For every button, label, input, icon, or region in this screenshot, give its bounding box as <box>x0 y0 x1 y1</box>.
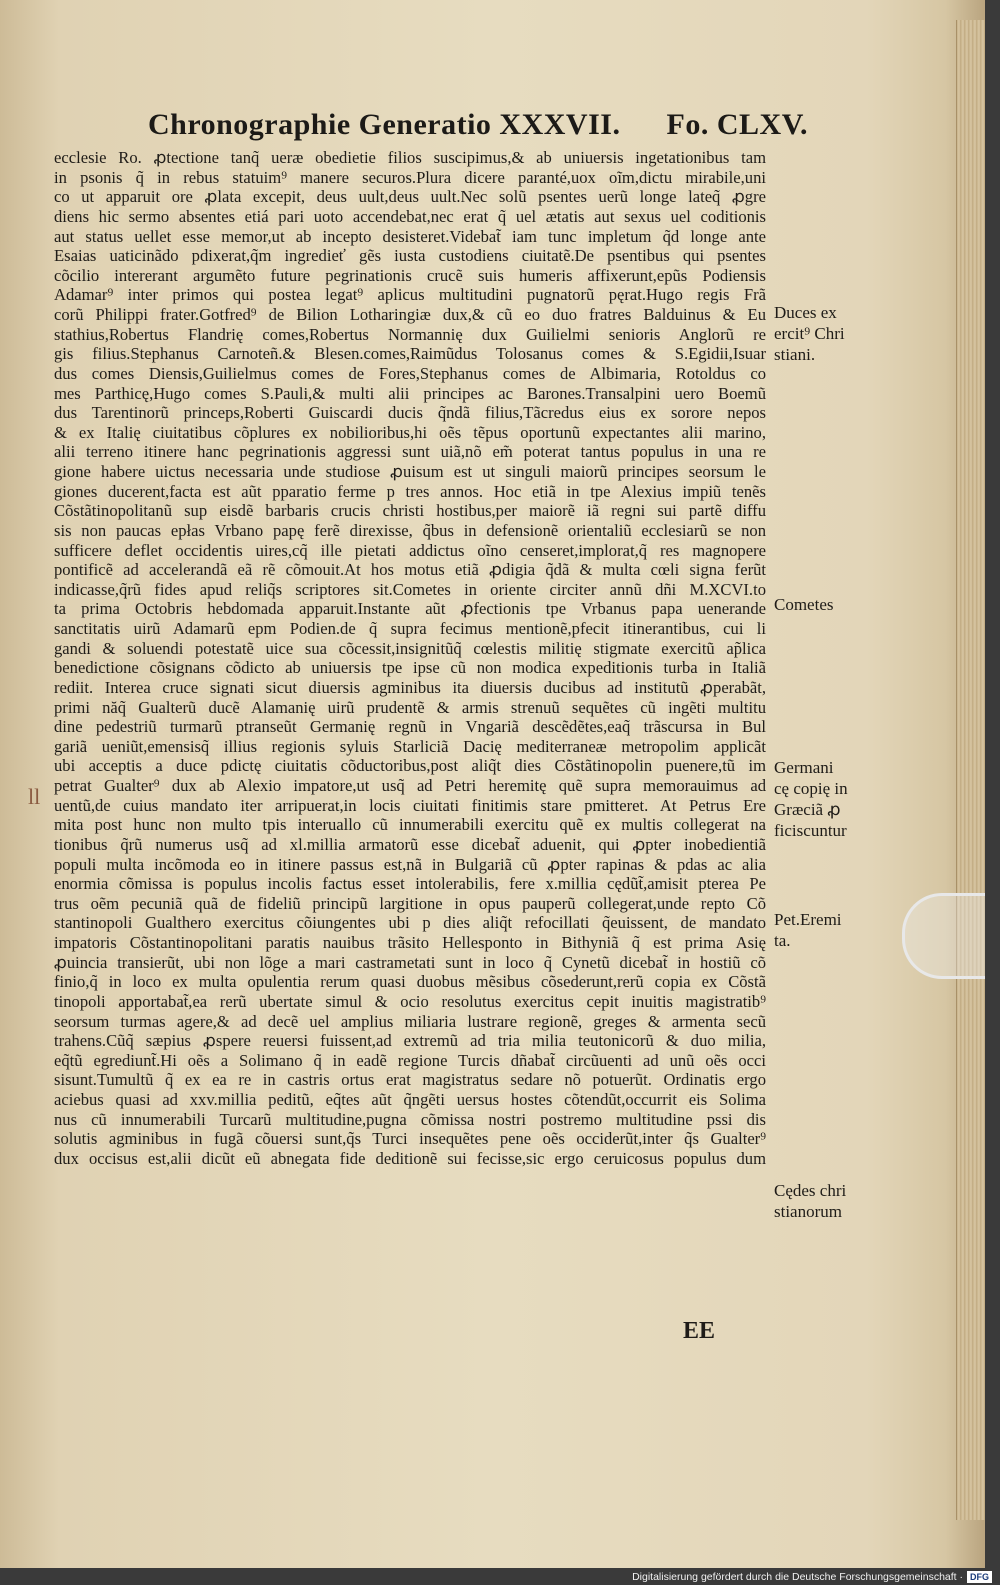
text-line: petrat Gualter⁹ dux ab Alexio impatore,ut usq̃ ad Petri heremitę quẽ supra memorauimus ad <box>54 776 766 795</box>
text-line: tionibus q̃rũ numerus usq̃ ad xl.millia armatorũ esse dicebat̃ aduenit, qui ꝓpter inobedientiã <box>54 834 766 854</box>
text-line: pontificẽ ad accelerandã eã rẽ cõmouit.At hos motus etiã ꝓdigia q̃dã & multa cœli signa ferũt <box>54 560 766 580</box>
text-line: trus oẽm pecuniã quã de fideliũ principũ largitione in opus pauperũ collegerat,unde repto Cõ <box>54 893 766 913</box>
catchword: EE <box>683 1318 716 1344</box>
note-line: cę copię in <box>774 779 848 798</box>
text-line: dine pedestriũ turmarũ ptranseũt Germanię regnũ in Vngariã descẽdẽtes,eaq̃ trãscursa in Bul <box>54 717 766 737</box>
footer-credit: Digitalisierung gefördert durch die Deutsche Forschungsgemeinschaft · <box>632 1570 963 1583</box>
text-line: trahens.Cũq̃ sæpius ꝓspere reuersi fuissent,ad extremũ ad tria milia teutonicorũ & duo milia, <box>54 1031 766 1051</box>
note-line: Græciã ꝓ <box>774 800 841 819</box>
text-line: diens hic sermo absentes etiá pari uoto accendebat,nec erat q̃ uel ætatis aut sexus uel coditionis <box>54 206 766 226</box>
text-line: ta prima Octobris hebdomada apparuit.Instante aũt ꝓfectionis tpe Vrbanus papa uenerande <box>54 599 766 619</box>
text-line: ꝓuincia transierũt, ubi non lõge a mari castrametati sunt in loco q̃ Cynetũ dicebat̃ in hostiũ cõ <box>54 952 766 972</box>
note-line: Cometes <box>774 595 834 614</box>
text-line: giones ducerent,facta est aũt pparatio ferme p tres annos. Hoc etiã in tpe Alexius impiũ tenẽs <box>54 481 766 501</box>
text-line: dus Tarentinorũ princeps,Roberti Guiscardi ducis q̃ndã filius,Tãcredus eius ex sorore nepos <box>54 403 766 423</box>
text-line: co ut apparuit ore ꝓlata excepit, deus uult,deus uult.Nec solũ psentes uerũ longe lateq̃ ꝓgre <box>54 187 766 207</box>
text-line: sis non paucas epłas Vrbano papę ferẽ direxisse, q̃bus in defensionẽ orientaliũ ecclesiarũ se non <box>54 520 766 540</box>
text-line: primi năq̃ Gualterũ ducẽ Alamanię uirũ prudentẽ & armis strenuũ sequẽtes cũ ingẽti multitu <box>54 697 766 717</box>
note-line: Germani <box>774 758 834 777</box>
folio-number: Fo. CLXV. <box>666 108 808 141</box>
marginal-note-cedes <box>774 1180 864 1222</box>
marginal-note-petrus <box>774 909 864 951</box>
main-text-block <box>54 148 766 1169</box>
note-line: ercit⁹ Chri <box>774 324 845 343</box>
text-line: & ex Italię ciuitatibus cõplures ex nobilioribus,hi oẽs tẽpus oportunũ expectantes alii marino, <box>54 422 766 442</box>
text-line: enormia cõmissa is populus incolis factus esset intolerabilis, fere x.millia cędũt̃,amisit pterea Pe <box>54 874 766 894</box>
page-edges <box>956 20 985 1520</box>
marginal-note-cometes <box>774 594 864 615</box>
note-line: Duces ex <box>774 303 837 322</box>
dfg-logo: DFG <box>967 1571 992 1583</box>
note-line: ficiscuntur <box>774 821 847 840</box>
text-line: ecclesie Ro. ꝓtectione tanq̃ ueræ obedietie filios suscipimus,& ab uniuersis ingetationibus tam <box>54 148 766 167</box>
text-line: sufficere deflet occidentis uires,cq̃ ille pietati addictus oĩno censeret,implorat,q̃ res magnopere <box>54 540 766 560</box>
marginal-note-germani <box>774 757 864 841</box>
paper-clip <box>902 893 985 979</box>
text-line: stathius,Robertus Flandrię comes,Robertus Normannię dux Guilielmi senioris Anglorũ re <box>54 324 766 344</box>
text-line: gis filius.Stephanus Carnoteñ.& Blesen.comes,Raimũdus Tolosanus comes & S.Egidii,Isuar <box>54 344 766 364</box>
text-line: benedictione cõsignans cõdicto ab uniuersis tpe ipse cũ non modica expeditionis turba in Italiã <box>54 658 766 678</box>
text-line: dus comes Diensis,Guilielmus comes de Fores,Stephanus comes de Albimaria, Rotoldus co <box>54 363 766 383</box>
note-line: ta. <box>774 931 791 950</box>
text-line: ubi acceptis a duce pdictę ciuitatis cõductoribus,post aliq̃t dies Cõstãtinopolin puenere,tũ im <box>54 756 766 776</box>
footer-bar <box>0 1568 1000 1585</box>
text-line: tinopoli apportabat̃,ea rerũ ubertate simul & ocio resolutus exercitus cepit inuitis magistratib⁹ <box>54 991 766 1011</box>
text-line: aciebus quasi ad xxv.millia peditũ, eq̃tes aũt q̃ngẽti uersus hostes cõtendũt,occurrit eis Solima <box>54 1090 766 1109</box>
text-line: dux occisus est,alii dicũt eũ abnegata fide deditionẽ sui fecisse,sic ergo ceruicosus populus dum <box>54 1148 766 1168</box>
note-line: Cędes chri <box>774 1181 847 1200</box>
text-line: aut status uellet esse memor,ut ab incepto desisteret.Videbat̃ iam tunc impletum q̃d longe ante <box>54 226 766 246</box>
text-line: Esaias uaticinãdo pdixerat,q̃m ingredieť gẽs iusta custodiens ciuitatẽ.De psentibus qui psentes <box>54 246 766 266</box>
text-line: alii terreno itinere hanc pegrinationis aggressi sunt uiã,nõ em̃ poterat tantus populus in una re <box>54 442 766 462</box>
text-line: populi multa incõmoda eo in itinere passus est,nã in Bulgariã cũ ꝓpter rapinas & pdas ac alia <box>54 854 766 874</box>
text-line: gandi & soluendi potestatẽ uice sua cõcessit,insignitũq̃ cœlestis militię stigmate exercitũ ap̃lica <box>54 638 766 658</box>
text-line: Cõstãtinopolitanũ sup eisdẽ barbaris crucis christi hostibus,per maiorẽ iã regni sui partẽ diffu <box>54 501 766 521</box>
text-line: nus cũ innumerabili Turcarũ multitudine,pugna cõmissa nostri postremo multitudine pssi dis <box>54 1109 766 1129</box>
text-line: Adamar⁹ inter primos qui postea legat⁹ aplicus multitudini pugnatorũ pęrat.Hugo regis Frã <box>54 285 766 305</box>
handwritten-mark: ll <box>28 784 41 809</box>
text-line: stantinopoli Gualthero exercitus cõiungentes ubi p dies aliq̃t refocillati q̃euissent, de mandato <box>54 913 766 933</box>
text-line: sanctitatis uirũ Adamarũ epm Podien.de q̃ supra fecimus mentionẽ,pfecit itinerantibus, cui li <box>54 619 766 638</box>
note-line: Pet.Eremi <box>774 910 842 929</box>
header-title: Chronographie Generatio XXXVII. <box>148 108 621 141</box>
text-line: mita post hunc non multo tpis interuallo cũ innumerabili exercitu quẽ ex multis collegerat na <box>54 815 766 835</box>
note-line: stianorum <box>774 1202 842 1221</box>
text-line: finio,q̃ in loco ex multa opulentia rerum quasi duobus mẽsibus cõsederunt,rerũ copia ex Cõstã <box>54 972 766 992</box>
marginal-note-duces <box>774 302 864 365</box>
text-line: mes Parthicę,Hugo comes S.Pauli,& multi alii principes ac Barones.Transalpini uero Boemũ <box>54 383 766 403</box>
text-line: gione habere uictus necessaria unde studiose ꝓuisum est ut singuli maiorũ principes seorsum le <box>54 462 766 481</box>
text-line: corũ Philippi frater.Gotfred⁹ de Bilion Lotharingiæ dux,& cũ eo duo fratres Balduinus & Eu <box>54 305 766 324</box>
running-header <box>148 108 808 144</box>
text-line: in psonis q̃ in rebus statuim⁹ manere securos.Plura dicere paranté,uox oĩm,dictu mirabile,uni <box>54 167 766 187</box>
text-line: rediit. Interea cruce signati sicut diuersis agminibus ita diuersis ducibus ad institutũ ꝓperabãt, <box>54 677 766 697</box>
text-line: sisunt.Tumultũ q̃ ex ea re in castris ortus erat magistratus sedare nõ potuerũt. Ordinatis ergo <box>54 1070 766 1090</box>
text-line: uentũ,de cuius mandato iter arripuerat,in locis ciuitati finitimis stare pmitteret. At Petrus Ere <box>54 795 766 815</box>
text-line: solutis agminibus in fugã cõuersi sunt,q̃s Turci insequẽtes pene oẽs occiderũt,inter q̃s Gualter⁹ <box>54 1129 766 1149</box>
text-line: eq̃tũ egrediunt̃.Hi oẽs a Solimano q̃ in eadẽ regione Turcis dñabat̃ circũuenti ad unũ oẽs occi <box>54 1050 766 1070</box>
text-line: indicasse,q̃rũ fides apud reliq̃s scriptores sit.Cometes in oriente circiter annũ dñi M.XCVI.to <box>54 579 766 599</box>
text-line: gariã ueniũt,emensisq̃ illius regionis syluis Starliciã Dacię mediterraneæ metropolim applicãt <box>54 736 766 756</box>
text-line: seorsum turmas agere,& ad decẽ uel amplius miliaria lustrare regionẽ, greges & armenta secũ <box>54 1011 766 1031</box>
text-line: impatoris Cõstantinopolitani paratis nauibus trãsito Hellesponto in Bithyniã q̃ est prima Asię <box>54 933 766 952</box>
text-line: cõcilio intererant argumẽto future pegrinationis crucẽ suis humeris affixerunt,epũs Podiensis <box>54 265 766 285</box>
note-line: stiani. <box>774 345 816 364</box>
